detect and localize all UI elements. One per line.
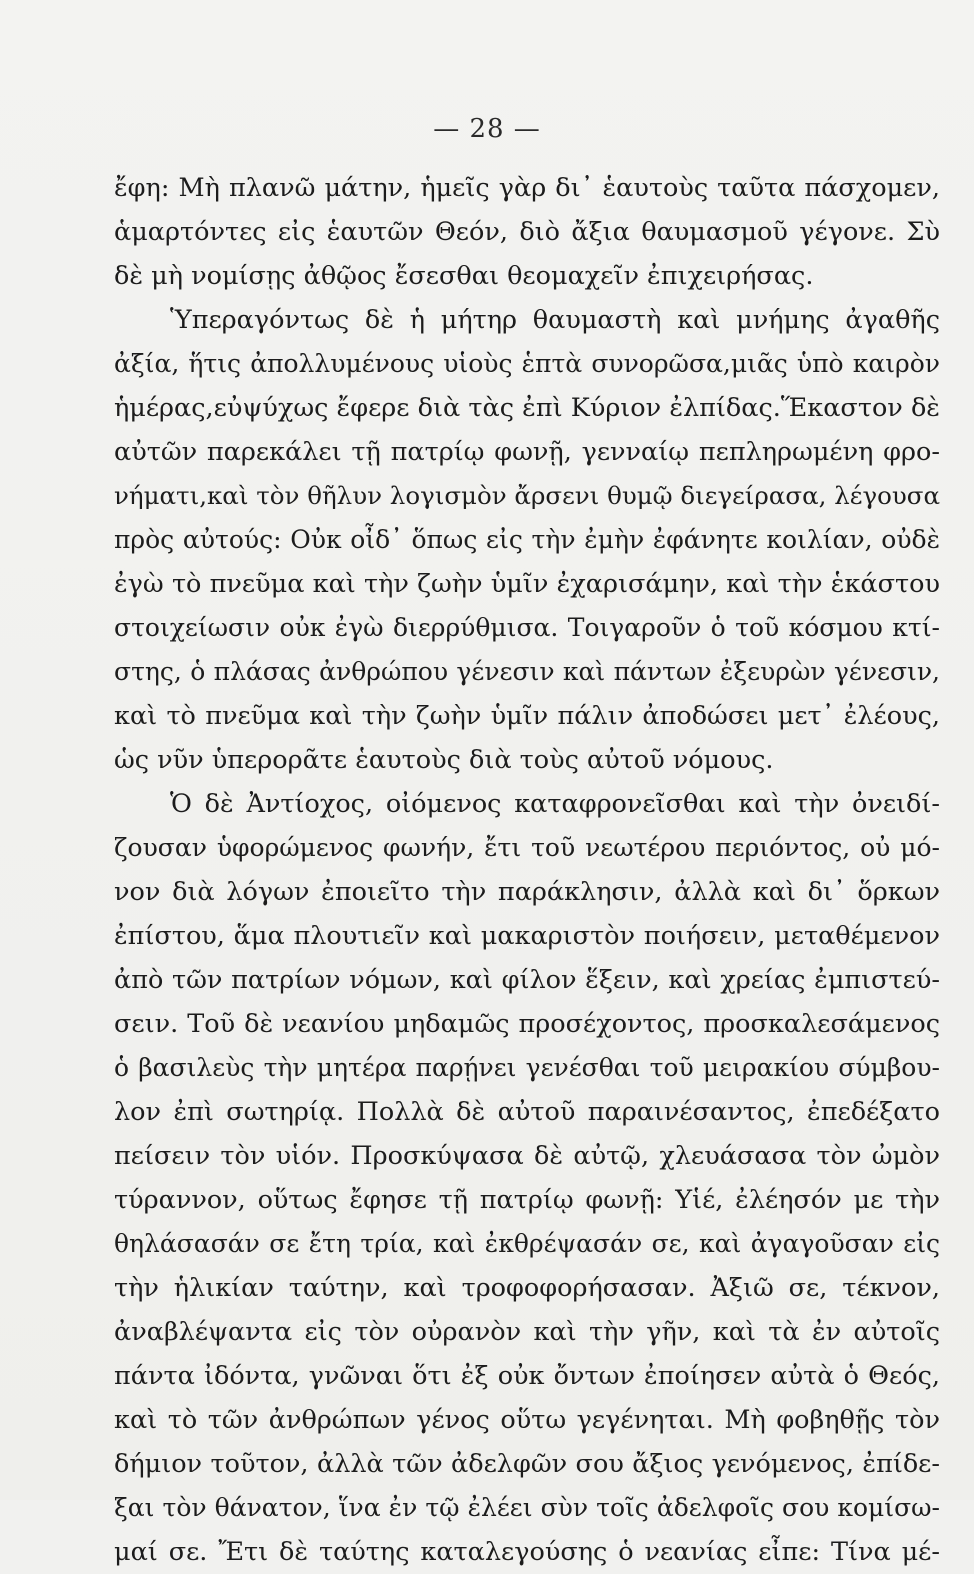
text-line: νον διὰ λόγων ἐποιεῖτο τὴν παράκλησιν, ἀλλὰ καὶ δι᾽ ὅρκων — [114, 877, 940, 907]
body-text — [114, 166, 940, 1574]
text-line: ὁ βασιλεὺς τὴν μητέρα παρῄνει γενέσθαι τοῦ μειρακίου σύμβου- — [114, 1053, 940, 1082]
text-line: ἐγὼ τὸ πνεῦμα καὶ τὴν ζωὴν ὑμῖν ἐχαρισάμην, καὶ τὴν ἑκάστου — [114, 569, 940, 599]
text-line: δὲ μὴ νομίσῃς ἀθῷος ἔσεσθαι θεομαχεῖν ἐπιχειρήσας. — [114, 261, 814, 291]
text-line: καὶ τὸ τῶν ἀνθρώπων γένος οὕτω γεγένηται. Μὴ φοβηθῇς τὸν — [114, 1405, 940, 1435]
text-line: ζουσαν ὑφορώμενος φωνήν, ἔτι τοῦ νεωτέρου περιόντος, οὐ μό- — [114, 833, 940, 862]
text-line: θηλάσασάν σε ἔτη τρία, καὶ ἐκθρέψασάν σε, καὶ ἀγαγοῦσαν εἰς — [114, 1229, 940, 1258]
text-line: στοιχείωσιν οὐκ ἐγὼ διερρύθμισα. Τοιγαροῦν ὁ τοῦ κόσμου κτί- — [114, 613, 940, 642]
text-line: δήμιον τοῦτον, ἀλλὰ τῶν ἀδελφῶν σου ἄξιος γενόμενος, ἐπίδε- — [114, 1449, 940, 1479]
text-line: ξαι τὸν θάνατον, ἵνα ἐν τῷ ἐλέει σὺν τοῖς ἀδελφοῖς σου κομίσω- — [114, 1493, 940, 1522]
text-line: τύραννον, οὕτως ἔφησε τῇ πατρίῳ φωνῇ: Υἱέ, ἐλέησόν με τὴν — [114, 1185, 940, 1215]
text-line: ὡς νῦν ὑπερορᾶτε ἑαυτοὺς διὰ τοὺς αὐτοῦ νόμους. — [114, 745, 774, 775]
text-line: στης, ὁ πλάσας ἀνθρώπου γένεσιν καὶ πάντων ἐξευρὼν γένεσιν, — [114, 657, 940, 686]
text-line: καὶ τὸ πνεῦμα καὶ τὴν ζωὴν ὑμῖν πάλιν ἀποδώσει μετ᾽ ἐλέους, — [114, 701, 940, 731]
text-line: ἡμέρας,εὐψύχως ἔφερε διὰ τὰς ἐπὶ Κύριον ἐλπίδας.Ἕκαστον δὲ — [114, 393, 940, 423]
text-line: πρὸς αὐτούς: Οὐκ οἶδ᾽ ὅπως εἰς τὴν ἐμὴν ἐφάνητε κοιλίαν, οὐδὲ — [114, 525, 940, 554]
text-line: ἀπὸ τῶν πατρίων νόμων, καὶ φίλον ἕξειν, καὶ χρείας ἐμπιστεύ- — [114, 965, 940, 995]
text-line: πάντα ἰδόντα, γνῶναι ὅτι ἐξ οὐκ ὄντων ἐποίησεν αὐτὰ ὁ Θεός, — [114, 1361, 940, 1391]
text-line: Ὑπεραγόντως δὲ ἡ μήτηρ θαυμαστὴ καὶ μνήμης ἀγαθῆς — [170, 305, 940, 335]
text-line: ἔφη: Μὴ πλανῶ μάτην, ἡμεῖς γὰρ δι᾽ ἑαυτοὺς ταῦτα πάσχομεν, — [114, 173, 940, 203]
text-line: σειν. Τοῦ δὲ νεανίου μηδαμῶς προσέχοντος, προσκαλεσάμενος — [114, 1009, 940, 1039]
text-line: ἀναβλέψαντα εἰς τὸν οὐρανὸν καὶ τὴν γῆν, καὶ τὰ ἐν αὐτοῖς — [114, 1317, 940, 1347]
text-line: ἀξία, ἥτις ἀπολλυμένους υἱοὺς ἑπτὰ συνορῶσα,μιᾶς ὑπὸ καιρὸν — [114, 349, 940, 378]
text-line: πείσειν τὸν υἱόν. Προσκύψασα δὲ αὐτῷ, χλευάσασα τὸν ὠμὸν — [114, 1141, 940, 1171]
text-line: Ὁ δὲ Ἀντίοχος, οἰόμενος καταφρονεῖσθαι καὶ τὴν ὀνειδί- — [170, 789, 940, 819]
page-number: — 28 — — [433, 114, 541, 144]
text-line: τὴν ἡλικίαν ταύτην, καὶ τροφοφορήσασαν. Ἀξιῶ σε, τέκνον, — [114, 1273, 940, 1303]
text-line: ἁμαρτόντες εἰς ἑαυτῶν Θεόν, διὸ ἄξια θαυμασμοῦ γέγονε. Σὺ — [114, 217, 940, 247]
text-line: λον ἐπὶ σωτηρίᾳ. Πολλὰ δὲ αὐτοῦ παραινέσαντος, ἐπεδέξατο — [114, 1097, 940, 1127]
text-line: μαί σε. Ἔτι δὲ ταύτης καταλεγούσης ὁ νεανίας εἶπε: Τίνα μέ- — [114, 1537, 940, 1567]
text-line: ἐπίστου, ἅμα πλουτιεῖν καὶ μακαριστὸν ποιήσειν, μεταθέμενον — [114, 921, 940, 951]
text-line: νήματι,καὶ τὸν θῆλυν λογισμὸν ἄρσενι θυμῷ διεγείρασα, λέγουσα — [114, 481, 940, 510]
text-line: αὐτῶν παρεκάλει τῇ πατρίῳ φωνῇ, γενναίῳ πεπληρωμένη φρο- — [114, 437, 940, 467]
